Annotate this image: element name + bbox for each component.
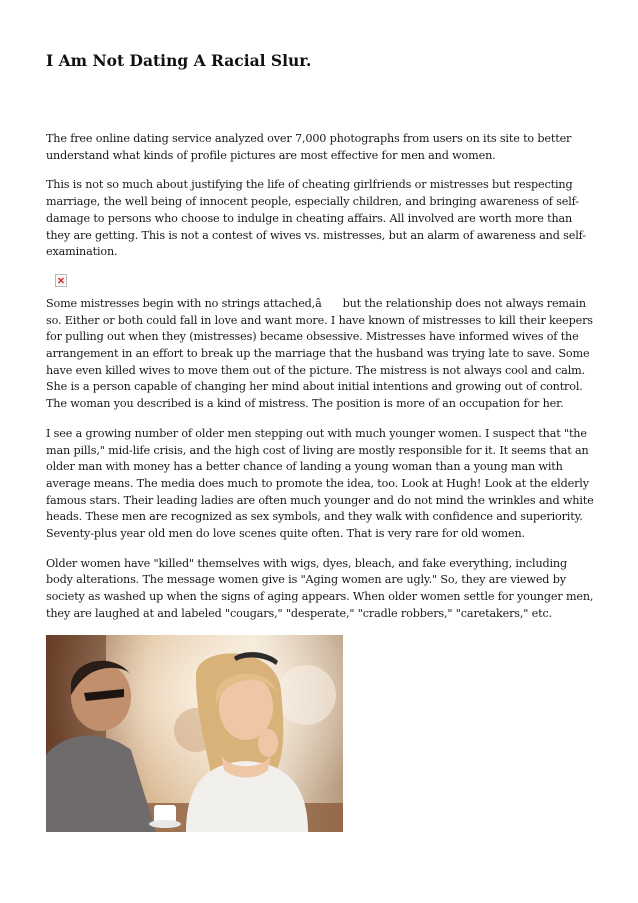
paragraph-1: The free online dating service analyzed over 7,000 photographs from users on its site to better understand what kinds of profile pictures are most effective for men and women. [46,132,572,162]
paragraph-3: Some mistresses begin with no strings attached,â but the relationship does not always remain so. Either or both could fall in love and want more. I have known of mistresses to kill their keepers for pulling out when they (mistresses) became obsessive. Mistresses have informed wives of the arrangement in an effort to break up the marriage that the husband was trying late to save. Some have even killed wives to move them out of the picture. The mistress is not always cool and calm. She is a person capable of changing her mind about initial intentions and growing out of control. The woman you described is a kind of mistress. The position is more of an occupation for her. [46,296,593,411]
paragraph-2: This is not so much about justifying the life of cheating girlfriends or mistresses but respecting marriage, the well being of innocent people, especially children, and bringing awareness of self-damage to persons who choose to indulge in cheating affairs. All involved are worth more than they are getting. This is not a contest of wives vs. mistresses, but an alarm of awareness and self-examination. [46,178,586,259]
couple-photo [46,635,343,832]
page-title: I Am Not Dating A Racial Slur. [46,51,312,70]
broken-image-icon [55,274,67,287]
article-body [46,131,596,636]
paragraph-4: I see a growing number of older men stepping out with much younger women. I suspect that "the man pills," mid-life crisis, and the high cost of living are mostly responsible for it. It seems that an older man with money has a better chance of landing a young woman than a young man with average means. The media does much to promote the idea, too. Look at Hugh! Look at the elderly famous stars. Their leading ladies are often much younger and do not mind the wrinkles and white heads. These men are recognized as sex symbols, and they walk with confidence and superiority. Seventy-plus year old men do love scenes quite often. That is very rare for old women. [46,426,594,541]
paragraph-5: Older women have "killed" themselves with wigs, dyes, bleach, and fake everything, including body alterations. The message women give is "Aging women are ugly." So, they are viewed by society as washed up when the signs of aging appears. When older women settle for younger men, they are laughed at and labeled "cougars," "desperate," "cradle robbers," "caretakers," etc. [46,556,594,620]
